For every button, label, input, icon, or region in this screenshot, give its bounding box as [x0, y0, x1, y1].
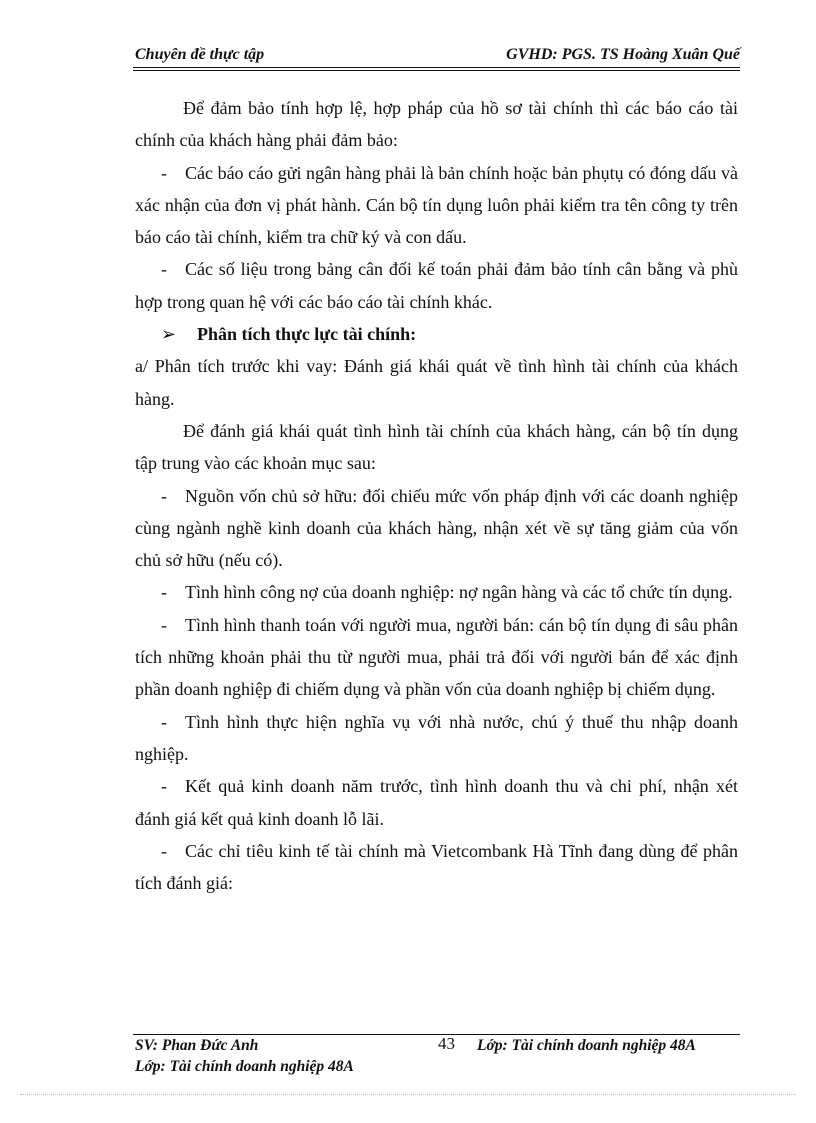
bullet-item [135, 480, 738, 577]
bullet-text: Tình hình công nợ của doanh nghiệp: nợ ngân hàng và các tổ chức tín dụng. [185, 582, 733, 603]
arrow-bullet-icon: ➢ [161, 324, 177, 345]
dash-marker: - [161, 259, 167, 280]
dash-marker: - [161, 711, 167, 732]
bullet-item [135, 770, 738, 835]
footer-class-left: Lớp: Tài chính doanh nghiệp 48A [135, 1058, 354, 1075]
dash-marker: - [161, 162, 167, 183]
bullet-text: Tình hình thanh toán với người mua, người bán: cán bộ tín dụng đi sâu phân tích những khoản phải thu từ người mua, phải trả đối với người bán để xác định phần doanh nghiệp đi chiếm dụng và phần vốn của doanh nghiệp bị chiếm dụng. [135, 614, 738, 700]
bullet-text: Kết quả kinh doanh năm trước, tình hình doanh thu và chi phí, nhận xét đánh giá kết quả kinh doanh lỗ lãi. [135, 776, 738, 829]
dash-marker: - [161, 614, 167, 635]
page-header [133, 44, 740, 68]
bullet-item [135, 706, 738, 771]
bullet-text: Các số liệu trong bảng cân đối kế toán phải đảm bảo tính cân bằng và phù hợp trong quan hệ với các báo cáo tài chính khác. [135, 259, 738, 312]
bullet-text: Các báo cáo gửi ngân hàng phải là bản chính hoặc bản phụtụ có đóng dấu và xác nhận của đơn vị phát hành. Cán bộ tín dụng luôn phải kiểm tra tên công ty trên báo cáo tài chính, kiểm tra chữ ký và con dấu. [135, 162, 738, 248]
bullet-item [135, 609, 738, 706]
page-bottom-divider [20, 1094, 796, 1095]
dash-marker: - [161, 485, 167, 506]
footer-student: SV: Phan Đức Anh [135, 1037, 259, 1054]
document-body [135, 92, 738, 899]
bullet-text: Tình hình thực hiện nghĩa vụ với nhà nước, chú ý thuế thu nhập doanh nghiệp. [135, 711, 738, 764]
header-advisor: GVHD: PGS. TS Hoàng Xuân Quế [506, 46, 740, 63]
footer-class-right: Lớp: Tài chính doanh nghiệp 48A [477, 1037, 696, 1054]
section-heading [135, 318, 738, 350]
footer-rule [133, 1034, 740, 1035]
dash-marker: - [161, 582, 167, 603]
paragraph-items-intro: Để đánh giá khái quát tình hình tài chính của khách hàng, cán bộ tín dụng tập trung vào các khoản mục sau: [135, 420, 738, 474]
header-rule-thick [133, 67, 740, 68]
bullet-text: Nguồn vốn chủ sở hữu: đối chiếu mức vốn pháp định với các doanh nghiệp cùng ngành nghề kinh doanh của khách hàng, nhận xét về sự tăng giảm của vốn chủ sở hữu (nếu có). [135, 485, 738, 571]
header-rule-thin [133, 70, 740, 71]
dash-marker: - [161, 840, 167, 861]
page-number: 43 [438, 1034, 455, 1053]
bullet-item [135, 576, 738, 608]
bullet-item [135, 157, 738, 254]
bullet-item [135, 253, 738, 318]
paragraph-analysis: a/ Phân tích trước khi vay: Đánh giá khái quát về tình hình tài chính của khách hàng. [135, 356, 738, 409]
bullet-text: Các chỉ tiêu kinh tế tài chính mà Vietcombank Hà Tĩnh đang dùng để phân tích đánh giá: [135, 840, 738, 894]
header-title: Chuyên đề thực tập [135, 46, 265, 63]
dash-marker: - [161, 776, 167, 797]
paragraph-intro: Để đảm bảo tính hợp lệ, hợp pháp của hồ sơ tài chính thì các báo cáo tài chính của khách hàng phải đảm bảo: [135, 98, 738, 151]
bullet-item [135, 835, 738, 900]
section-heading-text: Phân tích thực lực tài chính: [197, 324, 417, 345]
